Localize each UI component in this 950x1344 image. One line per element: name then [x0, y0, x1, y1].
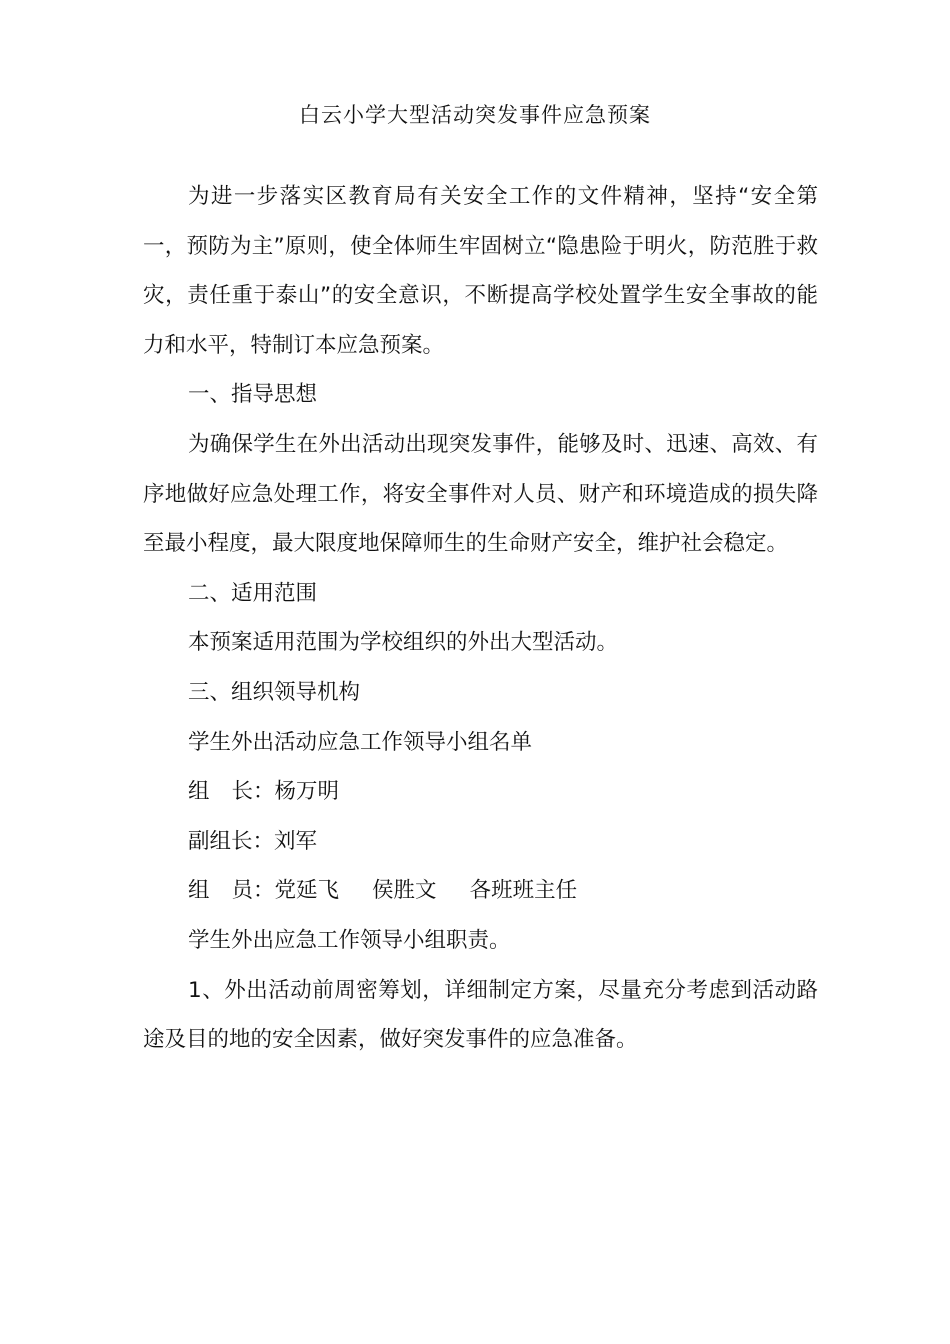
deputy-name: 刘军: [274, 828, 318, 854]
section-paragraph-scope: 本预案适用范围为学校组织的外出大型活动。: [188, 630, 619, 656]
leader-line: [143, 767, 818, 817]
duty-item-1: 1、外出活动前周密筹划，详细制定方案，尽量充分考虑到活动路途及目的地的安全因素，做好突发事件的应急准备。: [143, 977, 818, 1053]
leader-name: 杨万明: [274, 779, 340, 805]
section-heading-guiding-thought: 一、指导思想: [188, 382, 318, 408]
document-title: 白云小学大型活动突发事件应急预案: [299, 103, 651, 127]
member-label-part-2: 员：: [231, 878, 275, 904]
section-heading-scope: 二、适用范围: [188, 580, 318, 606]
leader-label-part-1: 组: [188, 779, 210, 805]
member-name-1: 党延飞: [274, 878, 340, 904]
leader-label-part-2: 长：: [231, 779, 275, 805]
member-label-part-1: 组: [188, 878, 210, 904]
deputy-label: 副组长：: [188, 828, 275, 854]
deputy-line: [143, 817, 818, 867]
group-list-title: 学生外出活动应急工作领导小组名单: [188, 729, 533, 755]
intro-paragraph: 为进一步落实区教育局有关安全工作的文件精神，坚持“安全第一，预防为主”原则，使全体师生牢固树立“隐患险于明火，防范胜于救灾，责任重于泰山”的安全意识，不断提高学校处置学生安全事故的能力和水平，特制订本应急预案。: [143, 184, 818, 358]
section-paragraph-guiding-thought: 为确保学生在外出活动出现突发事件，能够及时、迅速、高效、有序地做好应急处理工作，将安全事件对人员、财产和环境造成的损失降至最小程度，最大限度地保障师生的生命财产安全，维护社会稳定。: [143, 431, 818, 557]
section-heading-organization: 三、组织领导机构: [188, 679, 361, 705]
document-body: [143, 172, 818, 1065]
member-name-3: 各班班主任: [469, 878, 578, 904]
member-name-2: 侯胜文: [372, 878, 437, 904]
duties-title: 学生外出应急工作领导小组职责。: [188, 927, 511, 953]
members-line: [143, 866, 818, 916]
